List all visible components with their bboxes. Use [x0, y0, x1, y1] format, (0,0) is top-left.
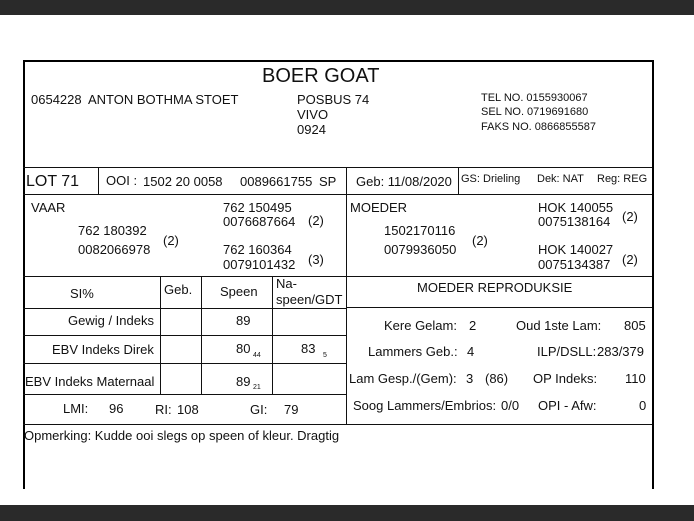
- lmi-label: LMI:: [63, 401, 89, 416]
- dek-value: Dek: NAT: [537, 173, 584, 185]
- ebv-maternaal-speen-accuracy: 21: [253, 384, 261, 391]
- divider: [346, 307, 652, 308]
- vaar-count: (2): [163, 233, 179, 248]
- moeder-sire-count: (2): [622, 209, 638, 224]
- soog-value: 0/0: [501, 398, 520, 413]
- divider: [23, 276, 652, 277]
- ebv-direk-speen-accuracy: 44: [253, 352, 261, 359]
- speen-header: Speen: [220, 284, 258, 299]
- vaar-sire-tag: 0076687664: [223, 214, 296, 229]
- divider: [23, 335, 346, 336]
- bottom-bar: [0, 505, 694, 521]
- ooi-label: OOI :: [106, 173, 138, 188]
- kere-gelam-value: 2: [469, 318, 477, 333]
- ebv-direk-speen: 80: [236, 341, 251, 356]
- ooi-sp: SP: [319, 174, 337, 189]
- row-label-ebv-maternaal: EBV Indeks Maternaal: [25, 374, 155, 389]
- lam-gesp-gem: (86): [485, 371, 509, 386]
- divider: [272, 276, 273, 394]
- moeder-dam-count: (2): [622, 252, 638, 267]
- vaar-label: VAAR: [31, 200, 66, 215]
- lam-gesp-label: Lam Gesp./(Gem):: [349, 371, 457, 386]
- divider: [23, 363, 346, 364]
- lammers-geb-value: 4: [467, 344, 475, 359]
- breeder-code: 0654228: [31, 92, 82, 107]
- fax-number: FAKS NO. 0866855587: [481, 121, 596, 133]
- ooi-tag: 0089661755: [240, 174, 313, 189]
- row-label-gewig: Gewig / Indeks: [68, 313, 154, 328]
- address-line-2: VIVO: [297, 107, 329, 122]
- divider: [23, 308, 346, 309]
- divider: [23, 424, 652, 425]
- si-header: SI%: [70, 286, 94, 301]
- address-line-1: POSBUS 74: [297, 92, 370, 107]
- naspeen-header-line-2: speen/GDT: [276, 292, 343, 307]
- moeder-dam-tag: 0075134387: [538, 257, 611, 272]
- divider: [160, 276, 161, 394]
- address-line-3: 0924: [297, 122, 326, 137]
- remarks: Opmerking: Kudde ooi slegs op speen of kleur. Dragtig: [24, 428, 340, 443]
- gi-value: 79: [284, 402, 299, 417]
- divider: [458, 167, 459, 194]
- divider: [23, 394, 346, 395]
- lammers-geb-label: Lammers Geb.:: [368, 344, 458, 359]
- vaar-dam-count: (3): [308, 252, 324, 267]
- page-title: BOER GOAT: [262, 65, 380, 87]
- vaar-dam-tag: 0079101432: [223, 257, 296, 272]
- moeder-tag: 0079936050: [384, 242, 457, 257]
- op-indeks-label: OP Indeks:: [533, 371, 598, 386]
- divider: [23, 194, 652, 195]
- opi-label: OPI - Afw:: [538, 398, 597, 413]
- geb-header: Geb.: [164, 282, 193, 297]
- reg-value: Reg: REG: [597, 173, 648, 185]
- opi-value: 0: [639, 398, 647, 413]
- ebv-direk-naspeen: 83: [301, 341, 316, 356]
- top-bar: [0, 0, 694, 15]
- vaar-tag: 0082066978: [78, 242, 151, 257]
- lam-gesp-value: 3: [466, 371, 474, 386]
- moeder-count: (2): [472, 233, 488, 248]
- ooi-number: 1502 20 0058: [143, 174, 223, 189]
- cell-number: SEL NO. 0719691680: [481, 106, 589, 118]
- divider: [201, 276, 202, 394]
- tel-number: TEL NO. 0155930067: [481, 92, 588, 104]
- divider: [346, 167, 347, 424]
- divider: [23, 167, 652, 168]
- moeder-dam-id: HOK 140027: [538, 242, 614, 257]
- oud-label: Oud 1ste Lam:: [516, 318, 602, 333]
- birth-date: Geb: 11/08/2020: [356, 174, 452, 189]
- row-label-ebv-direk: EBV Indeks Direk: [52, 342, 154, 357]
- breeder-name: ANTON BOTHMA STOET: [88, 92, 239, 107]
- op-indeks-value: 110: [625, 371, 646, 386]
- vaar-dam-id: 762 160364: [223, 242, 292, 257]
- naspeen-header-line-1: Na-: [276, 276, 297, 291]
- ri-value: 108: [177, 402, 199, 417]
- vaar-id: 762 180392: [78, 223, 147, 238]
- moeder-sire-id: HOK 140055: [538, 200, 614, 215]
- ri-label: RI:: [155, 402, 172, 417]
- ebv-direk-naspeen-accuracy: 5: [323, 352, 327, 359]
- lmi-value: 96: [109, 401, 124, 416]
- gs-value: GS: Drieling: [461, 173, 521, 185]
- ilp-label: ILP/DSLL:: [537, 344, 597, 359]
- moeder-id: 1502170116: [384, 223, 456, 238]
- moeder-sire-tag: 0075138164: [538, 214, 611, 229]
- divider: [98, 167, 99, 194]
- soog-label: Soog Lammers/Embrios:: [353, 398, 497, 413]
- reproduction-title: MOEDER REPRODUKSIE: [417, 280, 573, 295]
- ebv-maternaal-speen: 89: [236, 374, 251, 389]
- moeder-label: MOEDER: [350, 200, 408, 215]
- gi-label: GI:: [250, 402, 268, 417]
- vaar-sire-id: 762 150495: [223, 200, 292, 215]
- vaar-sire-count: (2): [308, 213, 324, 228]
- gewig-speen: 89: [236, 313, 251, 328]
- ilp-value: 283/379: [597, 344, 644, 359]
- lot-number: LOT 71: [26, 173, 80, 190]
- kere-gelam-label: Kere Gelam:: [384, 318, 457, 333]
- oud-value: 805: [624, 318, 646, 333]
